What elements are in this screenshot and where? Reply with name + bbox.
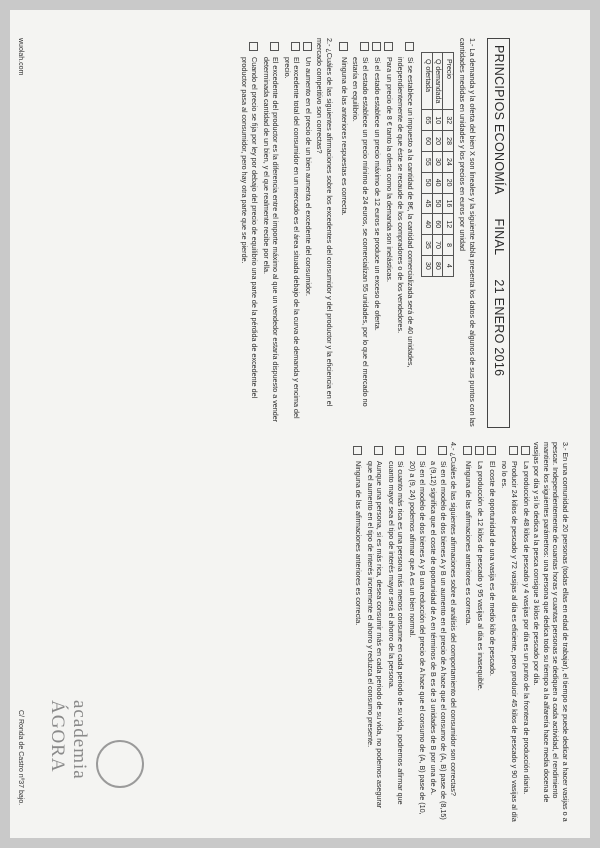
checkbox[interactable]	[353, 446, 362, 455]
answer-option[interactable]	[353, 446, 363, 822]
answer-option[interactable]	[303, 42, 313, 428]
rotated-page	[10, 10, 590, 838]
checkbox[interactable]	[360, 42, 369, 51]
table-cell: 8	[443, 235, 454, 256]
exam-type: FINAL	[492, 218, 506, 256]
logo-text: academia ÁGORA	[47, 700, 90, 780]
checkbox[interactable]	[303, 42, 312, 51]
answer-option[interactable]	[475, 446, 485, 822]
option-text: Ninguna de las afirmaciones anteriores es correcta.	[464, 461, 474, 626]
table-cell: 28	[443, 131, 454, 152]
answer-option[interactable]	[240, 42, 259, 428]
footer-right: C/ Ronda de Castro nº37 bajo.	[17, 710, 24, 806]
question-1	[339, 38, 477, 428]
table-cell: 70	[432, 235, 443, 256]
table-cell: 60	[432, 214, 443, 235]
table-row	[443, 53, 454, 277]
option-text: El excedente total del consumidor en un mercado es el área situada debajo de la curva de demanda y encima del precio.	[282, 57, 302, 419]
question-3-stem: 3.- En una comunidad de 20 personas (todas ellas en edad de trabajar), el tiempo se puede dedicar a hacer vasijas o a pescar. Independientemente de cuantas horas y cuantas personas se dediquen a cada actividad, el rendimiento mantiene los siguientes parámetros: una persona que dedica todo su tiempo a la alfarería hace media docena de vasijas por día y si lo dedica a la pesca consigue 3 kilos de pescado por día.	[532, 442, 570, 822]
option-text: La producción de 48 kilos de pescado y 4 vasijas por día es un punto de la frontera de producción diaria.	[521, 461, 531, 795]
table-cell: 80	[432, 255, 443, 276]
answer-option[interactable]	[261, 42, 280, 428]
table-cell: Precio	[443, 53, 454, 110]
table-cell: 50	[432, 193, 443, 214]
option-text: El excedente del productor es la diferencia entre el importe máximo al que un vendedor estaría dispuesto a vender determinada cantidad de un bien, y el que realmente recibe por ella.	[261, 57, 281, 423]
table-cell: 16	[443, 193, 454, 214]
table-cell: 65	[422, 110, 433, 131]
exam-title-box	[487, 38, 510, 428]
option-text: Cuando el precio se fija por ley por debajo del precio de equilibrio una parte de la pérdida de excedente del productor pasa al consumidor, pero hay otra parte que se pierde.	[240, 57, 260, 399]
table-cell: 30	[432, 151, 443, 172]
checkbox[interactable]	[475, 446, 484, 455]
q1-data-table	[421, 52, 454, 277]
answer-option[interactable]	[372, 42, 382, 428]
checkbox[interactable]	[270, 42, 279, 51]
question-4-stem: 4.- ¿Cuáles de las siguientes afirmaciones sobre el análisis del comportamiento del consumidor son correctas?	[449, 442, 459, 796]
checkbox[interactable]	[417, 446, 426, 455]
table-cell: 4	[443, 255, 454, 276]
answer-option[interactable]	[282, 42, 301, 428]
table-cell: 45	[422, 193, 433, 214]
checkbox[interactable]	[339, 42, 348, 51]
question-1-stem: 1.- La demanda y la oferta del bien X son lineales y la siguiente tabla presenta los datos de algunos de sus puntos con las cantidades medidas en unidades y los precios en euros por unidad	[458, 38, 477, 427]
answer-option[interactable]	[429, 446, 448, 822]
table-cell: 60	[422, 131, 433, 152]
option-text: La producción de 12 kilos de pescado y 95 vasijas al día es inasequible.	[476, 461, 486, 691]
answer-option[interactable]	[365, 446, 384, 822]
table-cell: 32	[443, 110, 454, 131]
answer-option[interactable]	[386, 446, 405, 822]
table-cell: 35	[422, 235, 433, 256]
checkbox[interactable]	[405, 42, 414, 51]
checkbox[interactable]	[438, 446, 447, 455]
question-2-stem: 2.- ¿Cuáles de las siguientes afirmaciones sobre los excedentes del consumidor y del productor y la eficiencia en el mercado competitivo son correctas?	[315, 38, 334, 407]
checkbox[interactable]	[487, 446, 496, 455]
option-text: Si el estado establece un precio máximo de 12 euros se produce un exceso de oferta.	[372, 57, 382, 331]
right-column	[348, 442, 570, 822]
option-text: El coste de oportunidad de una vasija es de medio kilo de pescado.	[488, 461, 498, 676]
checkbox[interactable]	[395, 446, 404, 455]
option-text: Si cuanto más rica es una persona más menos consume en cada periodo de su vida, podremos afirmar que cuanto mayor sea el tipo de interés mayor será el ahorro de la persona.	[386, 461, 406, 805]
answer-option[interactable]	[396, 42, 415, 428]
question-3	[463, 442, 570, 822]
table-row	[422, 53, 433, 277]
table-row	[432, 53, 443, 277]
table-cell: 30	[422, 255, 433, 276]
left-column	[235, 38, 570, 428]
table-cell: 24	[443, 151, 454, 172]
answer-option[interactable]	[463, 446, 473, 822]
option-text: Un aumento en el precio de un bien aumenta el excedente del consumidor.	[304, 57, 314, 296]
answer-option[interactable]	[384, 42, 394, 428]
answer-option[interactable]	[351, 42, 370, 428]
checkbox[interactable]	[291, 42, 300, 51]
option-text: Si en el modelo de dos bienes A y B un aumento en el precio de A hace que el consumo de (A, B) pase de (8,15) a (9,12) significa que el coste de oportunidad de A en términos de B es de 3 unidades de B por una de A.	[429, 461, 448, 820]
exam-date: 21 ENERO 2016	[492, 279, 506, 377]
exam-sheet	[10, 10, 590, 838]
table-cell: Q demandada	[432, 53, 443, 110]
table-cell: 20	[443, 172, 454, 193]
answer-option[interactable]	[487, 446, 497, 822]
checkbox[interactable]	[509, 446, 518, 455]
answer-option[interactable]	[339, 42, 349, 428]
table-cell: 12	[443, 214, 454, 235]
option-text: Ninguna de las afirmaciones anteriores es correcta.	[354, 461, 364, 626]
checkbox[interactable]	[463, 446, 472, 455]
academy-logo	[40, 700, 150, 820]
checkbox[interactable]	[374, 446, 383, 455]
option-text: Producir 24 kilos de pescado y 72 vasijas al día es eficiente, pero producir 45 kilos de pescado y 90 vasijas al día no lo es.	[500, 461, 519, 822]
table-cell: Q ofertada	[422, 53, 433, 110]
answer-option[interactable]	[521, 446, 531, 822]
answer-option[interactable]	[407, 446, 426, 822]
table-cell: 40	[422, 214, 433, 235]
checkbox[interactable]	[384, 42, 393, 51]
table-cell: 20	[432, 131, 443, 152]
question-4	[353, 442, 458, 822]
table-cell: 10	[432, 110, 443, 131]
option-text: Si se establece un impuesto a la cantidad de 8€, la cantidad comercializada será de 40 unidades, independientemente de que éste se recaude de los compradores o de los vendedores.	[396, 57, 416, 368]
table-cell: 40	[432, 172, 443, 193]
answer-option[interactable]	[499, 446, 518, 822]
checkbox[interactable]	[249, 42, 258, 51]
table-cell: 55	[422, 151, 433, 172]
footer-left: wuolah.com	[17, 38, 24, 76]
option-text: Para un precio de 8 € tanto la oferta como la demanda son inelásticas.	[384, 57, 394, 282]
option-text: Ninguna de las anteriores respuestas es correcta.	[339, 57, 349, 216]
logo-mark-icon	[96, 740, 144, 788]
subject-title: PRINCIPIOS ECONOMÍA	[492, 45, 506, 195]
option-text: Aunque una persona, si es más rica, desea consumir más en cada periodo de su vida, no podemos asegurar que el aumento en el tipo de interés incremente el ahorro y reduzca el consumo presente.	[365, 461, 385, 809]
checkbox[interactable]	[521, 446, 530, 455]
checkbox[interactable]	[372, 42, 381, 51]
option-text: Si el estado establece un precio mínimo de 24 euros, se comercializan 55 unidades, por lo que el mercado no estaría en equilibrio.	[351, 57, 370, 407]
option-text: Si en el modelo de dos bienes A y B una reducción del precio de A hace que el consumo de (A, B) pase de (10, 20) a (9, 24) podemos afirmar que A es un bien normal.	[408, 461, 427, 815]
question-2	[240, 38, 334, 428]
table-cell: 50	[422, 172, 433, 193]
